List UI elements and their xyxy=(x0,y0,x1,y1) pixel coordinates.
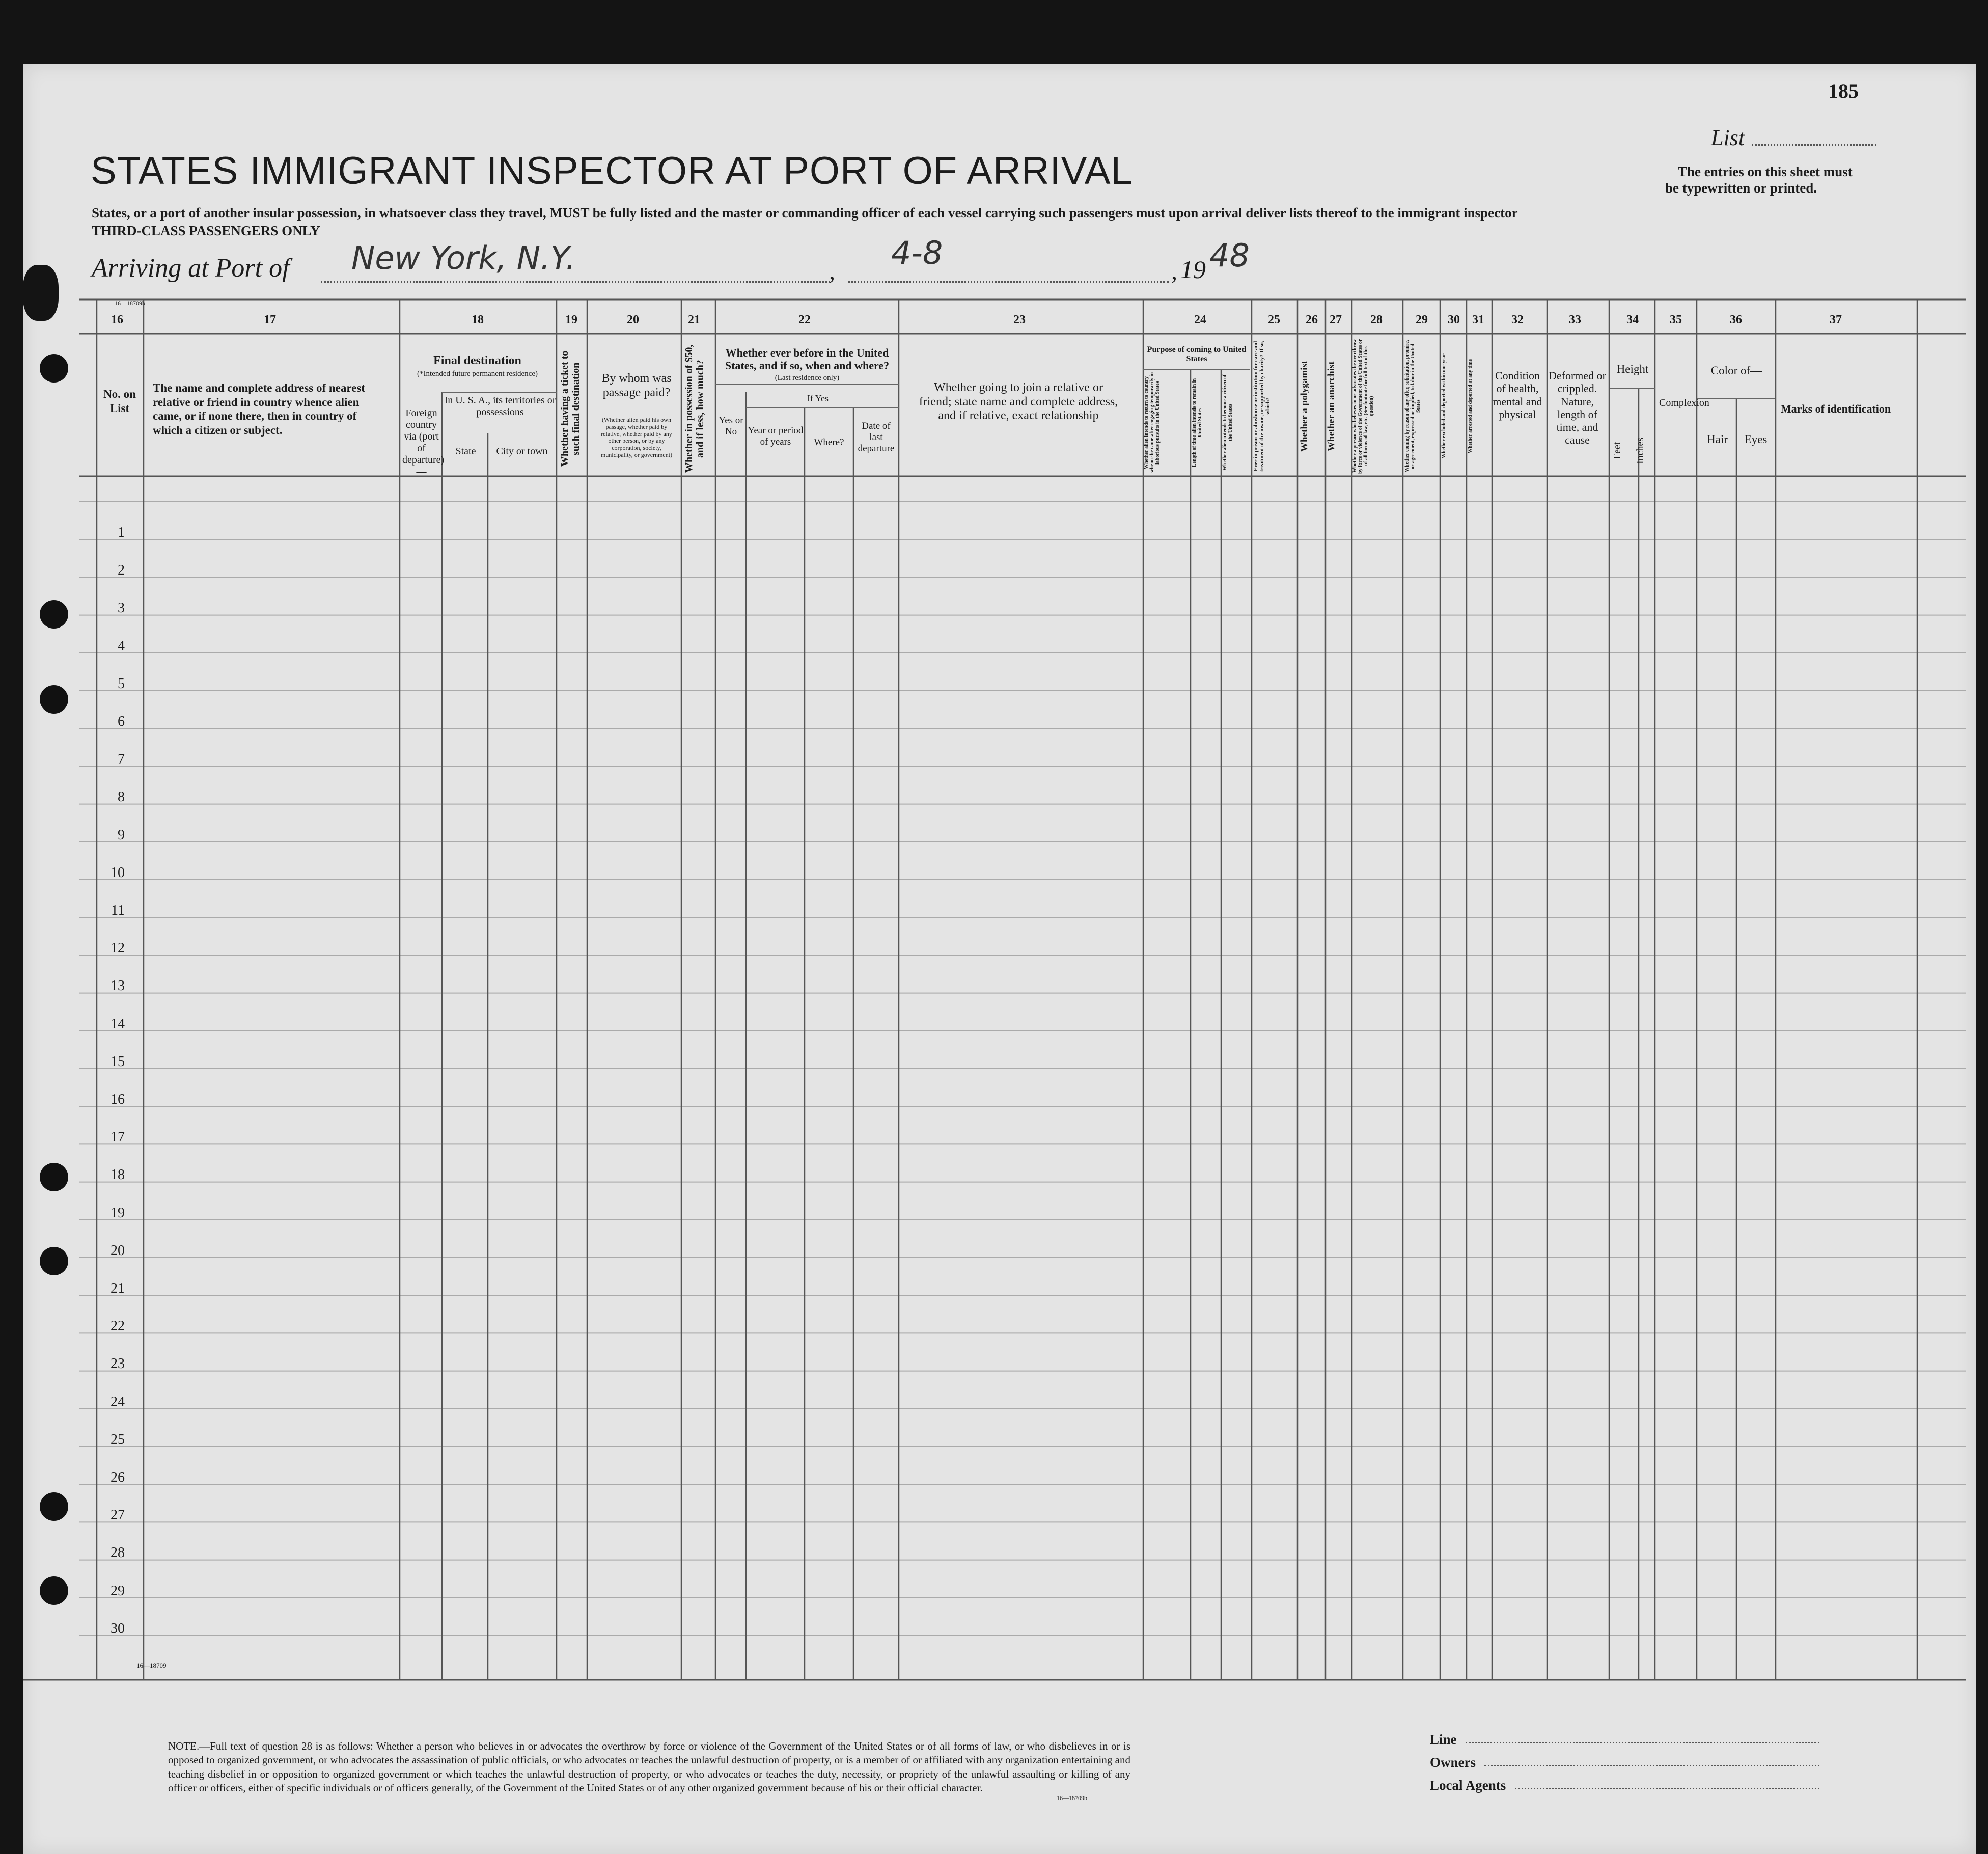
header-city: City or town xyxy=(496,446,548,457)
row-number: 12 xyxy=(111,940,125,957)
line-field[interactable] xyxy=(1466,1742,1819,1743)
row-number: 21 xyxy=(111,1280,125,1296)
owners-label: Owners xyxy=(1430,1755,1476,1770)
row-number: 5 xyxy=(118,675,125,692)
col-num-20: 20 xyxy=(627,313,639,326)
row-number: 23 xyxy=(111,1356,125,1372)
header-years: Year or period of years xyxy=(748,425,804,447)
header-usa: In U. S. A., its territories or possessions xyxy=(444,395,556,418)
header-join-relative: Whether going to join a relative or friend; state name and complete address, and if relative, exact relationship xyxy=(919,381,1118,423)
col-num-23: 23 xyxy=(1013,313,1026,326)
row-number: 11 xyxy=(111,903,125,918)
header-passage-paid: By whom was passage paid? xyxy=(601,372,672,399)
header-inches: Inches xyxy=(1635,437,1646,465)
col-num-18: 18 xyxy=(472,313,484,326)
header-no-on-list: No. on List xyxy=(103,388,136,415)
col-num-16: 16 xyxy=(111,313,123,326)
row-number: 9 xyxy=(118,827,125,843)
header-deformed: Deformed or crippled. Nature, length of time, and cause xyxy=(1548,369,1606,447)
header-yes-or-no: Yes or No xyxy=(719,415,743,437)
row-number: 7 xyxy=(118,751,125,768)
form-code-bottom: 16—18709 xyxy=(136,1661,167,1669)
header-prison: Ever in prison or almshouse or institution for care and treatment of the insane, or supported by charity? If so, which? xyxy=(1253,341,1272,472)
instructions-line-1: The entries on this sheet must xyxy=(1678,164,1853,179)
instructions-line-2: be typewritten or printed. xyxy=(1665,180,1817,196)
row-number: 30 xyxy=(111,1620,125,1637)
row-number: 18 xyxy=(111,1167,125,1183)
arriving-end-comma: , xyxy=(1171,258,1177,285)
row-number: 19 xyxy=(111,1205,125,1221)
header-fifty-dollars: Whether in possession of $50, and if less, how much? xyxy=(683,344,706,473)
col-num-34: 34 xyxy=(1626,313,1639,326)
header-purpose-a: Whether alien intends to return to country whence he came after engaging temporarily in laborious pursuits in the United States xyxy=(1144,372,1161,473)
header-marks: Marks of identification xyxy=(1780,402,1891,415)
arriving-comma: , xyxy=(829,258,835,285)
owners-field[interactable] xyxy=(1484,1765,1819,1766)
row-number: 16 xyxy=(111,1092,125,1107)
header-state: State xyxy=(455,446,476,457)
col-num-28: 28 xyxy=(1370,313,1383,326)
row-number: 14 xyxy=(111,1016,125,1032)
col-num-25: 25 xyxy=(1268,313,1280,326)
year-prefix: 19 xyxy=(1180,255,1206,284)
row-number: 29 xyxy=(111,1583,125,1599)
header-purpose-c: Whether alien intends to become a citizen of the United States xyxy=(1222,374,1233,471)
form-code-note: 16—18709b xyxy=(1057,1794,1087,1802)
col-num-32: 32 xyxy=(1511,313,1524,326)
line-label: Line xyxy=(1430,1732,1457,1747)
port-handwritten: New York, N.Y. xyxy=(351,239,576,277)
arriving-label: Arriving at Port of xyxy=(92,254,290,283)
row-number: 25 xyxy=(111,1431,125,1448)
header-hair: Hair xyxy=(1707,433,1728,446)
header-feet: Feet xyxy=(1612,442,1623,460)
header-labor-contract: Whether coming by reason of any offer, solicitation, promise, or agreement, expressed or implied, to labor in the United States xyxy=(1404,340,1421,473)
header-deported: Whether arrested and deported at any time xyxy=(1468,359,1473,454)
header-ever-before-note: (Last residence only) xyxy=(775,374,840,382)
header-purpose-b: Length of time alien intends to remain in United States xyxy=(1192,378,1203,467)
col-num-21: 21 xyxy=(688,313,700,326)
row-number: 20 xyxy=(111,1242,125,1259)
header-anarchist: Whether an anarchist xyxy=(1326,361,1337,451)
form-subtitle: States, or a port of another insular possession, in whatsoever class they travel, MUST be fully listed and the master or commanding officer of each vessel carrying such passengers must upon arrival deliver lists thereof to the immigrant inspector xyxy=(92,205,1518,221)
header-final-destination-note: (*Intended future permanent residence) xyxy=(417,370,538,378)
col-num-17: 17 xyxy=(264,313,276,326)
row-number: 26 xyxy=(111,1469,125,1485)
header-overthrow: Whether a person who believes in or advocates the overthrow by force or violence of the Government of the United States or of all forms of law, etc. (See footnote for full text of this question) xyxy=(1352,339,1374,474)
header-complexion: Complexion xyxy=(1659,397,1709,408)
col-num-22: 22 xyxy=(798,313,811,326)
form-title: STATES IMMIGRANT INSPECTOR AT PORT OF ARRIVAL xyxy=(91,149,1133,193)
col-num-36: 36 xyxy=(1730,313,1742,326)
col-num-31: 31 xyxy=(1472,313,1484,326)
agents-label: Local Agents xyxy=(1430,1778,1506,1793)
row-number: 28 xyxy=(111,1545,125,1561)
header-ever-before: Whether ever before in the United States, and if so, when and where? xyxy=(725,346,890,372)
header-if-yes: If Yes— xyxy=(807,393,838,403)
row-number: 6 xyxy=(118,714,125,729)
header-ticket: Whether having a ticket to such final destination xyxy=(559,350,582,467)
col-num-37: 37 xyxy=(1830,313,1842,326)
row-number: 2 xyxy=(118,562,125,579)
header-height: Height xyxy=(1616,363,1649,375)
row-number: 8 xyxy=(118,789,125,805)
header-where: Where? xyxy=(814,437,844,448)
row-number: 24 xyxy=(111,1394,125,1410)
row-number: 3 xyxy=(118,600,125,616)
row-number: 15 xyxy=(111,1053,125,1070)
row-number: 27 xyxy=(111,1507,125,1523)
col-num-33: 33 xyxy=(1569,313,1581,326)
header-excluded: Whether excluded and deported within one year xyxy=(1441,353,1447,459)
header-nearest-relative: The name and complete address of nearest relative or friend in country whence alien came, or if none there, then in country of which a citizen or subject. xyxy=(153,381,365,437)
form-code-top: 16—18709b xyxy=(115,299,145,307)
date-handwritten: 4-8 xyxy=(891,234,943,271)
header-color-of: Color of— xyxy=(1710,364,1762,377)
header-health: Condition of health, mental and physical xyxy=(1493,369,1542,421)
header-polygamist: Whether a polygamist xyxy=(1299,360,1310,452)
footnote: NOTE.—Full text of question 28 is as follows: Whether a person who believes in or advocates the overthrow by force or violence of the Government of the United States or of all forms of law, or who disbelieves in or is opposed to organized government, or who advocates the assassination of public officials, or who advocates or teaches the unlawful destruction of property, or is a member of or affiliated with any organization entertaining and teaching disbelief in or opposition to organized government or which teaches the unlawful destruction of property, or who advocates or teaches the duty, necessity, or propriety of the unlawful assaulting or killing of any officer or officers, either of specific individuals or of officers generally, of the Government of the United States or of any other organized government because of his or their official character. xyxy=(168,1740,1130,1794)
col-num-26: 26 xyxy=(1306,313,1318,326)
col-num-29: 29 xyxy=(1416,313,1428,326)
header-eyes: Eyes xyxy=(1744,433,1768,446)
col-num-24: 24 xyxy=(1194,313,1206,326)
header-date-departure: Date of last departure xyxy=(858,421,895,454)
row-number: 22 xyxy=(111,1318,125,1334)
row-number: 17 xyxy=(111,1129,125,1146)
row-number: 1 xyxy=(118,525,125,540)
page-number: 185 xyxy=(1828,79,1859,102)
year-handwritten: 48 xyxy=(1209,237,1250,274)
agents-field[interactable] xyxy=(1515,1788,1819,1789)
row-number: 10 xyxy=(111,864,125,881)
row-number: 13 xyxy=(111,978,125,994)
header-foreign-country: Foreign country via (port of departure)— xyxy=(402,407,445,477)
col-num-27: 27 xyxy=(1330,313,1342,326)
list-label-text: List xyxy=(1711,125,1745,150)
header-passage-note: (Whether alien paid his own passage, whether paid by relative, whether paid by any other person, or by any corporation, society, municipality, or government) xyxy=(600,416,673,458)
class-line: THIRD-CLASS PASSENGERS ONLY xyxy=(92,223,320,238)
col-num-19: 19 xyxy=(565,313,577,326)
header-final-destination: Final destination xyxy=(433,354,521,367)
col-num-35: 35 xyxy=(1670,313,1682,326)
col-num-30: 30 xyxy=(1448,313,1460,326)
row-number: 4 xyxy=(118,638,125,654)
header-purpose: Purpose of coming to United States xyxy=(1147,345,1247,364)
